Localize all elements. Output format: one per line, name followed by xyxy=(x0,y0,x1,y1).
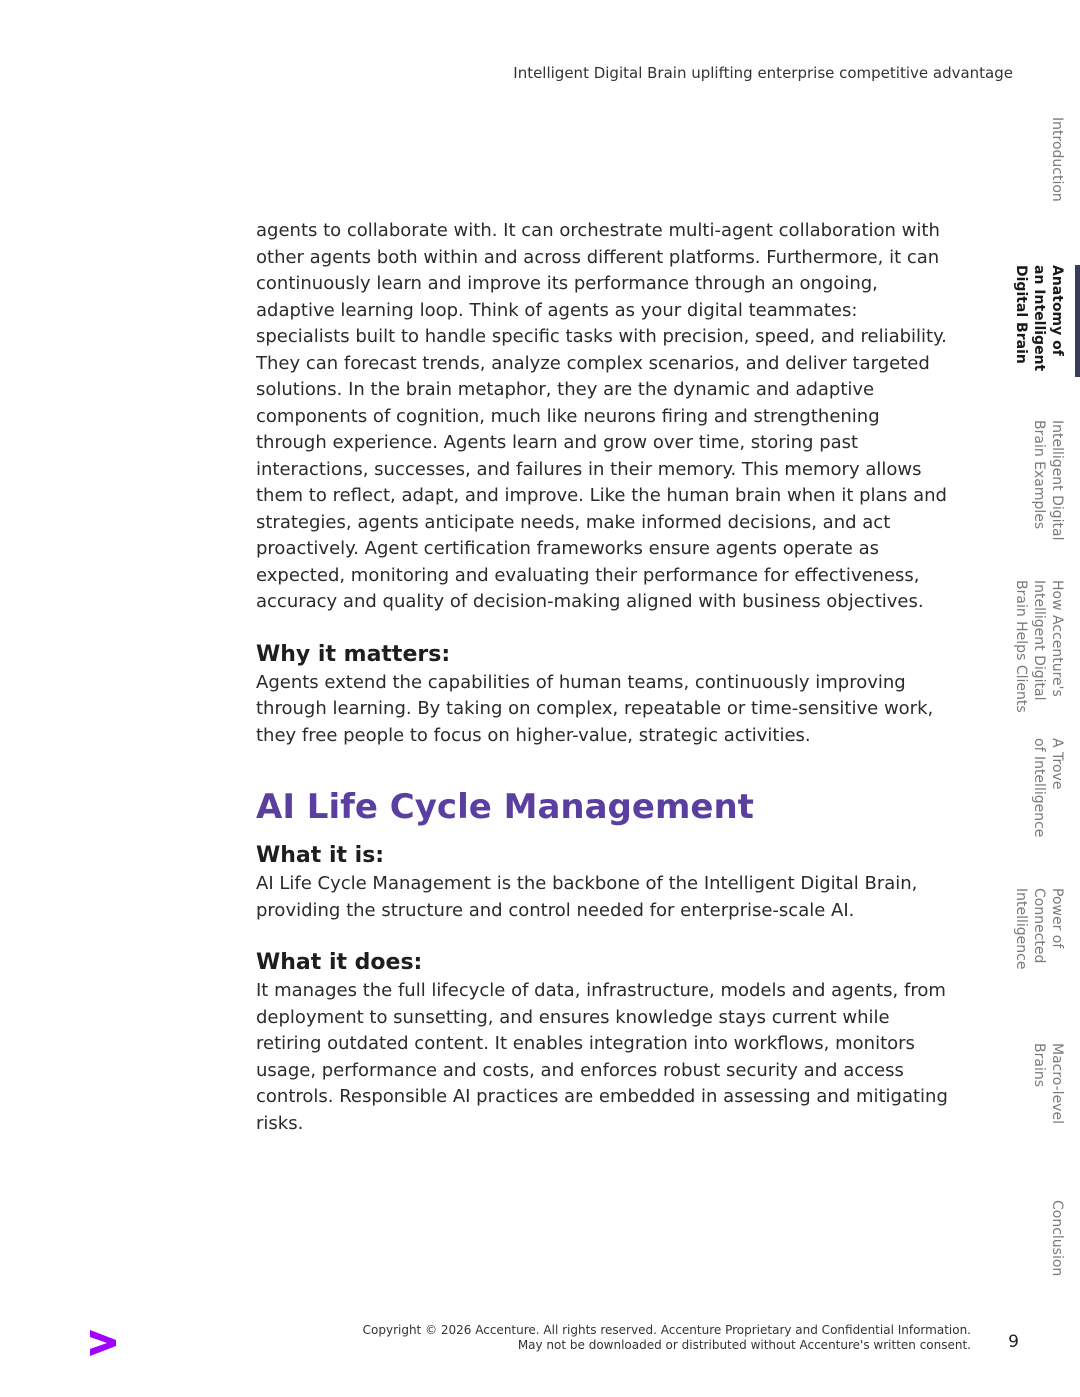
section-title: AI Life Cycle Management xyxy=(256,787,754,827)
what-it-is-heading: What it is: xyxy=(256,843,385,868)
nav-item-connected-intelligence[interactable] xyxy=(1012,888,1066,969)
nav-item-line: Connected xyxy=(1031,888,1047,964)
logo-chevron-shape xyxy=(90,1330,116,1356)
what-it-does-text: It manages the full lifecycle of data, infrastructure, models and agents, from deployment to sunsetting, and ensures knowledge stays current while retiring outdated content. It enables integration into workflows, monitors usage, performance and costs, and enforces robust security and access controls. Responsible AI practices are embedded in assessing and mitigating risks. xyxy=(256,980,948,1134)
what-it-is-text: AI Life Cycle Management is the backbone of the Intelligent Digital Brain, providing the structure and control needed for enterprise-scale AI. xyxy=(256,873,918,921)
nav-item-line: of Intelligence xyxy=(1031,738,1047,838)
nav-item-line: How Accenture's xyxy=(1049,580,1065,697)
page-number: 9 xyxy=(1008,1332,1019,1352)
what-it-does-heading: What it does: xyxy=(256,950,423,975)
nav-item-line: Digital Brain xyxy=(1013,265,1029,364)
nav-item-line: Brain Examples xyxy=(1031,420,1047,530)
nav-item-line: Intelligent Digital xyxy=(1049,420,1065,541)
why-it-matters-heading: Why it matters: xyxy=(256,641,451,667)
section-nav xyxy=(990,0,1080,1397)
nav-item-examples[interactable] xyxy=(1030,420,1066,541)
nav-item-conclusion[interactable] xyxy=(1048,1200,1066,1276)
nav-item-line: Intelligence xyxy=(1013,888,1029,970)
nav-item-line: Anatomy of xyxy=(1049,265,1065,356)
nav-item-how-accenture-helps[interactable] xyxy=(1012,580,1066,713)
nav-item-line: an Intelligent xyxy=(1031,265,1047,372)
nav-item-line: Conclusion xyxy=(1049,1200,1065,1277)
running-header: Intelligent Digital Brain uplifting enterprise competitive advantage xyxy=(513,64,1013,82)
active-nav-indicator xyxy=(1075,265,1080,377)
intro-paragraph: agents to collaborate with. It can orchestrate multi-agent collaboration with other agents both within and across different platforms. Furthermore, it can continuously learn and improve its performance through an ongoing, adaptive learning loop. Think of agents as your digital teammates: specialists built to handle specific tasks with precision, speed, and reliability. They can forecast trends, analyze complex scenarios, and deliver targeted solutions. In the brain metaphor, they are the dynamic and adaptive components of cognition, much like neurons firing and strengthening through experience. Agents learn and grow over time, storing past interactions, successes, and failures in their memory. This memory allows them to reflect, adapt, and improve. Like the human brain when it plans and strategies, agents anticipate needs, make informed decisions, and act proactively. Agent certification frameworks ensure agents operate as expected, monitoring and evaluating their performance for effectiveness, accuracy and quality of decision-making aligned with business objectives. xyxy=(256,220,947,612)
nav-item-line: Brain Helps Clients xyxy=(1013,580,1029,713)
nav-item-trove-of-intelligence[interactable] xyxy=(1030,738,1066,837)
nav-item-line: Macro-level xyxy=(1049,1043,1065,1124)
nav-item-line: Power of xyxy=(1049,888,1065,949)
nav-item-line: A Trove xyxy=(1049,738,1065,790)
nav-item-macro-level-brains[interactable] xyxy=(1030,1043,1066,1124)
copyright-line-2: May not be downloaded or distributed without Accenture's written consent. xyxy=(517,1338,971,1352)
nav-item-anatomy[interactable] xyxy=(1012,265,1066,371)
nav-item-introduction[interactable] xyxy=(1048,117,1066,202)
copyright-line-1: Copyright © 2026 Accenture. All rights reserved. Accenture Proprietary and Confidential Information. xyxy=(362,1323,971,1337)
why-it-matters-text: Agents extend the capabilities of human teams, continuously improving through learning. By taking on complex, repeatable or time-sensitive work, they free people to focus on higher-value, strategic activities. xyxy=(256,671,934,746)
copyright-notice xyxy=(363,1323,971,1353)
main-content xyxy=(256,218,956,1137)
nav-item-line: Brains xyxy=(1031,1043,1047,1087)
nav-item-line: Introduction xyxy=(1049,117,1065,202)
nav-item-line: Intelligent Digital xyxy=(1031,580,1047,701)
accenture-logo-icon xyxy=(88,1328,118,1362)
